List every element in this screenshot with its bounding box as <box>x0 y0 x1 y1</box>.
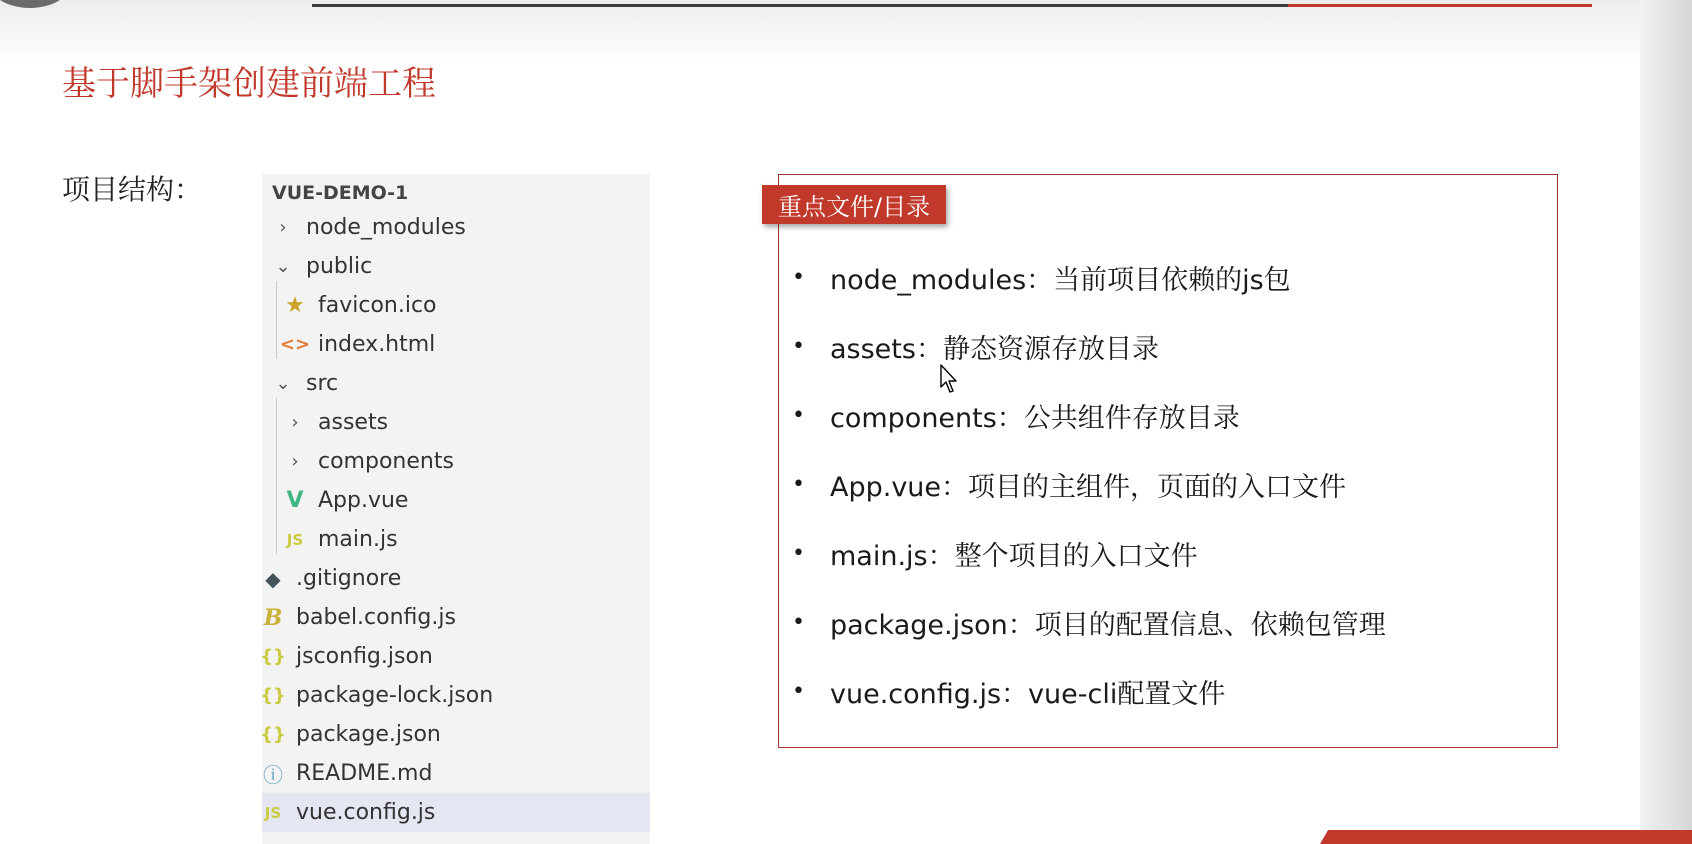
star-icon: ★ <box>285 293 305 318</box>
header-divider-red <box>1288 4 1592 7</box>
tree-item-assets[interactable] <box>262 403 672 442</box>
tree-item-gitignore[interactable] <box>262 559 650 598</box>
key-file-item <box>792 258 1291 297</box>
tree-item-label: favicon.ico <box>318 293 437 318</box>
chevron-right-icon: › <box>291 412 299 433</box>
tree-item-index-html[interactable] <box>262 325 672 364</box>
key-file-item <box>792 672 1225 711</box>
json-braces-icon: {} <box>260 724 286 745</box>
tree-item-label: public <box>306 254 373 279</box>
info-icon: ⓘ <box>263 763 283 787</box>
tree-item-label: babel.config.js <box>296 605 456 630</box>
key-file-item <box>792 603 1386 642</box>
right-edge-strip <box>1640 0 1692 844</box>
tree-item-label: package.json <box>296 722 441 747</box>
file-explorer-panel <box>262 174 650 844</box>
tree-item-app-vue[interactable] <box>262 481 672 520</box>
tree-item-node-modules[interactable] <box>262 208 660 247</box>
json-braces-icon: {} <box>260 646 286 667</box>
structure-label: 项目结构： <box>62 173 203 206</box>
chevron-down-icon: ⌄ <box>275 373 291 394</box>
key-file-text: package.json：项目的配置信息、依赖包管理 <box>830 610 1386 641</box>
tree-item-label: src <box>306 371 339 396</box>
tree-item-src[interactable] <box>262 364 660 403</box>
key-file-item <box>792 534 1198 573</box>
babel-icon: B <box>263 604 283 631</box>
page-title: 基于脚手架创建前端工程 <box>62 64 436 104</box>
key-file-text: App.vue：项目的主组件，页面的入口文件 <box>830 472 1347 503</box>
key-file-text: vue.config.js：vue-cli配置文件 <box>830 679 1226 710</box>
tree-item-public[interactable] <box>262 247 660 286</box>
json-braces-icon: {} <box>260 685 286 706</box>
tree-item-components[interactable] <box>262 442 672 481</box>
header-divider-dark <box>312 4 1288 7</box>
tree-item-label: assets <box>318 410 389 435</box>
tree-item-main-js[interactable] <box>262 520 672 559</box>
bullet-icon: • <box>792 679 805 704</box>
bullet-icon: • <box>792 403 805 428</box>
chevron-down-icon: ⌄ <box>275 256 291 277</box>
tree-item-label: vue.config.js <box>296 800 436 825</box>
key-file-item <box>792 396 1240 435</box>
key-file-text: main.js：整个项目的入口文件 <box>830 541 1198 572</box>
chevron-right-icon: › <box>279 217 287 238</box>
tree-item-readme[interactable] <box>262 754 650 793</box>
tree-item-label: components <box>318 449 454 474</box>
tree-item-label: main.js <box>318 527 398 552</box>
key-file-text: node_modules：当前项目依赖的js包 <box>830 265 1291 296</box>
tree-item-label: package-lock.json <box>296 683 494 708</box>
tree-item-label: jsconfig.json <box>296 644 433 669</box>
bullet-icon: • <box>792 334 805 359</box>
tree-item-babel-config[interactable] <box>262 598 650 637</box>
explorer-root-title[interactable]: VUE-DEMO-1 <box>272 182 409 204</box>
top-header-background <box>0 0 1640 60</box>
tree-item-package-json[interactable] <box>262 715 650 754</box>
key-file-item <box>792 327 1159 366</box>
bullet-icon: • <box>792 265 805 290</box>
tree-item-label: App.vue <box>318 488 409 513</box>
key-file-text: components：公共组件存放目录 <box>830 403 1240 434</box>
tree-item-label: node_modules <box>306 215 466 240</box>
html-code-icon: <> <box>279 334 311 355</box>
git-icon: ◆ <box>265 566 281 591</box>
tree-item-label: index.html <box>318 332 436 357</box>
js-file-icon: JS <box>264 803 282 822</box>
tree-item-label: .gitignore <box>296 566 402 591</box>
js-file-icon: JS <box>286 530 304 549</box>
key-files-tag: 重点文件/目录 <box>762 185 946 224</box>
tree-item-package-lock[interactable] <box>262 676 650 715</box>
vue-logo-icon: V <box>286 488 304 513</box>
chevron-right-icon: › <box>291 451 299 472</box>
tree-item-jsconfig[interactable] <box>262 637 650 676</box>
bullet-icon: • <box>792 472 805 497</box>
key-file-item <box>792 465 1346 504</box>
key-file-text: assets：静态资源存放目录 <box>830 334 1159 365</box>
bullet-icon: • <box>792 610 805 635</box>
bullet-icon: • <box>792 541 805 566</box>
bottom-banner <box>1320 830 1692 844</box>
mouse-cursor-icon <box>940 364 960 394</box>
tree-item-vue-config[interactable] <box>262 793 650 832</box>
tree-item-label: README.md <box>296 761 433 786</box>
tree-item-favicon[interactable] <box>262 286 672 325</box>
